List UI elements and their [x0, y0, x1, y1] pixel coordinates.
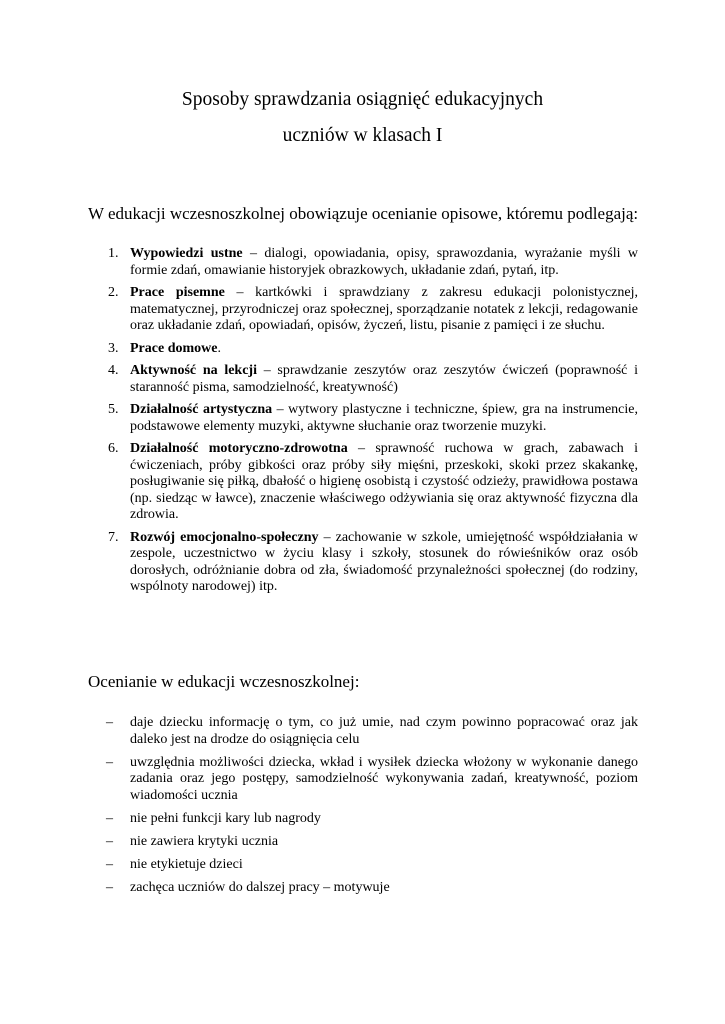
list-item-heading: Działalność artystyczna [130, 402, 273, 417]
list-item-body [130, 530, 638, 596]
bullet-item-text: nie zawiera krytyki ucznia [130, 833, 279, 849]
list-item-text: – sprawność ruchowa w grach, zabawach i ćwiczeniach, próby gibkości oraz próby siły mięśni, przeskoki, skoki przez skakankę, posługiwanie się piłką, dbałość o higienę osobistą i czystość odzieży, prawidłowa postawa (np. siedząc w ławce), znaczenie właściwego odżywiania się oraz aktywność fizyczna dla zdrowia. [130, 441, 638, 522]
bullet-item-text: nie pełni funkcji kary lub nagrody [130, 810, 321, 826]
list-item-number: 7. [108, 529, 119, 545]
list-item-number: 5. [108, 402, 119, 417]
list-item-body [130, 402, 638, 435]
list-item-number: 3. [108, 340, 119, 356]
list-item-text: – wytwory plastyczne i techniczne, śpiew, gra na instrumencie, podstawowe elementy muzyki, aktywne słuchanie oraz tworzenie muzyki. [130, 402, 638, 434]
bullet-item-text: nie etykietuje dzieci [130, 856, 243, 872]
bullet-item [0, 880, 725, 897]
list-item [0, 363, 725, 396]
document-title-line-2: uczniów w klasach I [282, 125, 443, 146]
dash-bullet: – [106, 833, 113, 849]
list-item-heading: Wypowiedzi ustne [130, 246, 243, 261]
dash-bullet: – [106, 715, 113, 730]
dash-bullet: – [106, 856, 113, 872]
bullet-item-text: uwzględnia możliwości dziecka, wkład i wysiłek dziecka włożony w wykonanie danego zadania oraz jego postępy, samodzielność wykonywania zadań, kreatywność, poziom wiadomości ucznia [130, 754, 638, 803]
document-title-line-1: Sposoby sprawdzania osiągnięć edukacyjnych [181, 89, 544, 110]
list-item [0, 441, 725, 524]
list-item-text: – kartkówki i sprawdziany z zakresu edukacji polonistycznej, matematycznej, przyrodniczej oraz społecznej, sporządzanie notatek z lekcji, redagowanie oraz układanie zdań, opowiadań, opisów, życzeń, listu, pisanie z pamięci i ze słuchu. [130, 285, 638, 333]
list-item-body [130, 246, 638, 279]
list-item-number: 6. [108, 441, 119, 456]
bullet-item-text: zachęca uczniów do dalszej pracy – motywuje [130, 879, 390, 895]
list-item [0, 246, 725, 279]
bullet-item [0, 755, 725, 805]
list-item-text: – zachowanie w szkole, umiejętność współdziałania w zespole, uczestnictwo w życiu klasy i szkoły, stosunek do rówieśników oraz osób dorosłych, odróżnianie dobra od zła, świadomość przynależności społecznej (do rodziny, wspólnoty narodowej) itp. [130, 529, 638, 594]
list-item-text: . [217, 340, 221, 356]
dash-bullet: – [106, 754, 113, 770]
dash-bullet: – [106, 810, 113, 826]
list-item-heading: Prace domowe [130, 340, 218, 356]
list-item-number: 4. [108, 363, 119, 378]
list-item-body [130, 285, 638, 335]
list-item [0, 285, 725, 335]
dash-bullet: – [106, 879, 113, 895]
list-item-heading: Działalność motoryczno-zdrowotna [130, 441, 348, 456]
bullet-item [0, 857, 725, 874]
list-item-text: – dialogi, opowiadania, opisy, sprawozdania, wyrażanie myśli w formie zdań, omawianie historyjek obrazkowych, układanie zdań, pytań, itp. [130, 246, 638, 278]
intro-paragraph: W edukacji wczesnoszkolnej obowiązuje ocenianie opisowe, któremu podlegają: [88, 204, 639, 223]
list-item-body [130, 341, 638, 358]
list-item-heading: Prace pisemne [130, 285, 225, 300]
bullet-item [0, 811, 725, 828]
bullet-item [0, 834, 725, 851]
list-item-text: – sprawdzanie zeszytów oraz zeszytów ćwiczeń (poprawność i staranność pisma, samodzielność, kreatywność) [130, 363, 639, 395]
assessment-features-list [0, 715, 725, 903]
list-item-body [130, 363, 638, 396]
list-item-heading: Rozwój emocjonalno-społeczny [130, 529, 319, 545]
list-item-heading: Aktywność na lekcji [130, 363, 257, 378]
bullet-item-text: daje dziecku informację o tym, co już umie, nad czym powinno popracować oraz jak daleko jest na drodze do osiągnięcia celu [130, 715, 638, 747]
list-item-number: 1. [108, 246, 119, 261]
list-item [0, 530, 725, 596]
bullet-item [0, 715, 725, 748]
assessment-methods-list [0, 246, 725, 602]
list-item [0, 341, 725, 358]
list-item-body [130, 441, 638, 524]
list-item-number: 2. [108, 285, 119, 300]
list-item [0, 402, 725, 435]
section-heading: Ocenianie w edukacji wczesnoszkolnej: [88, 672, 360, 691]
